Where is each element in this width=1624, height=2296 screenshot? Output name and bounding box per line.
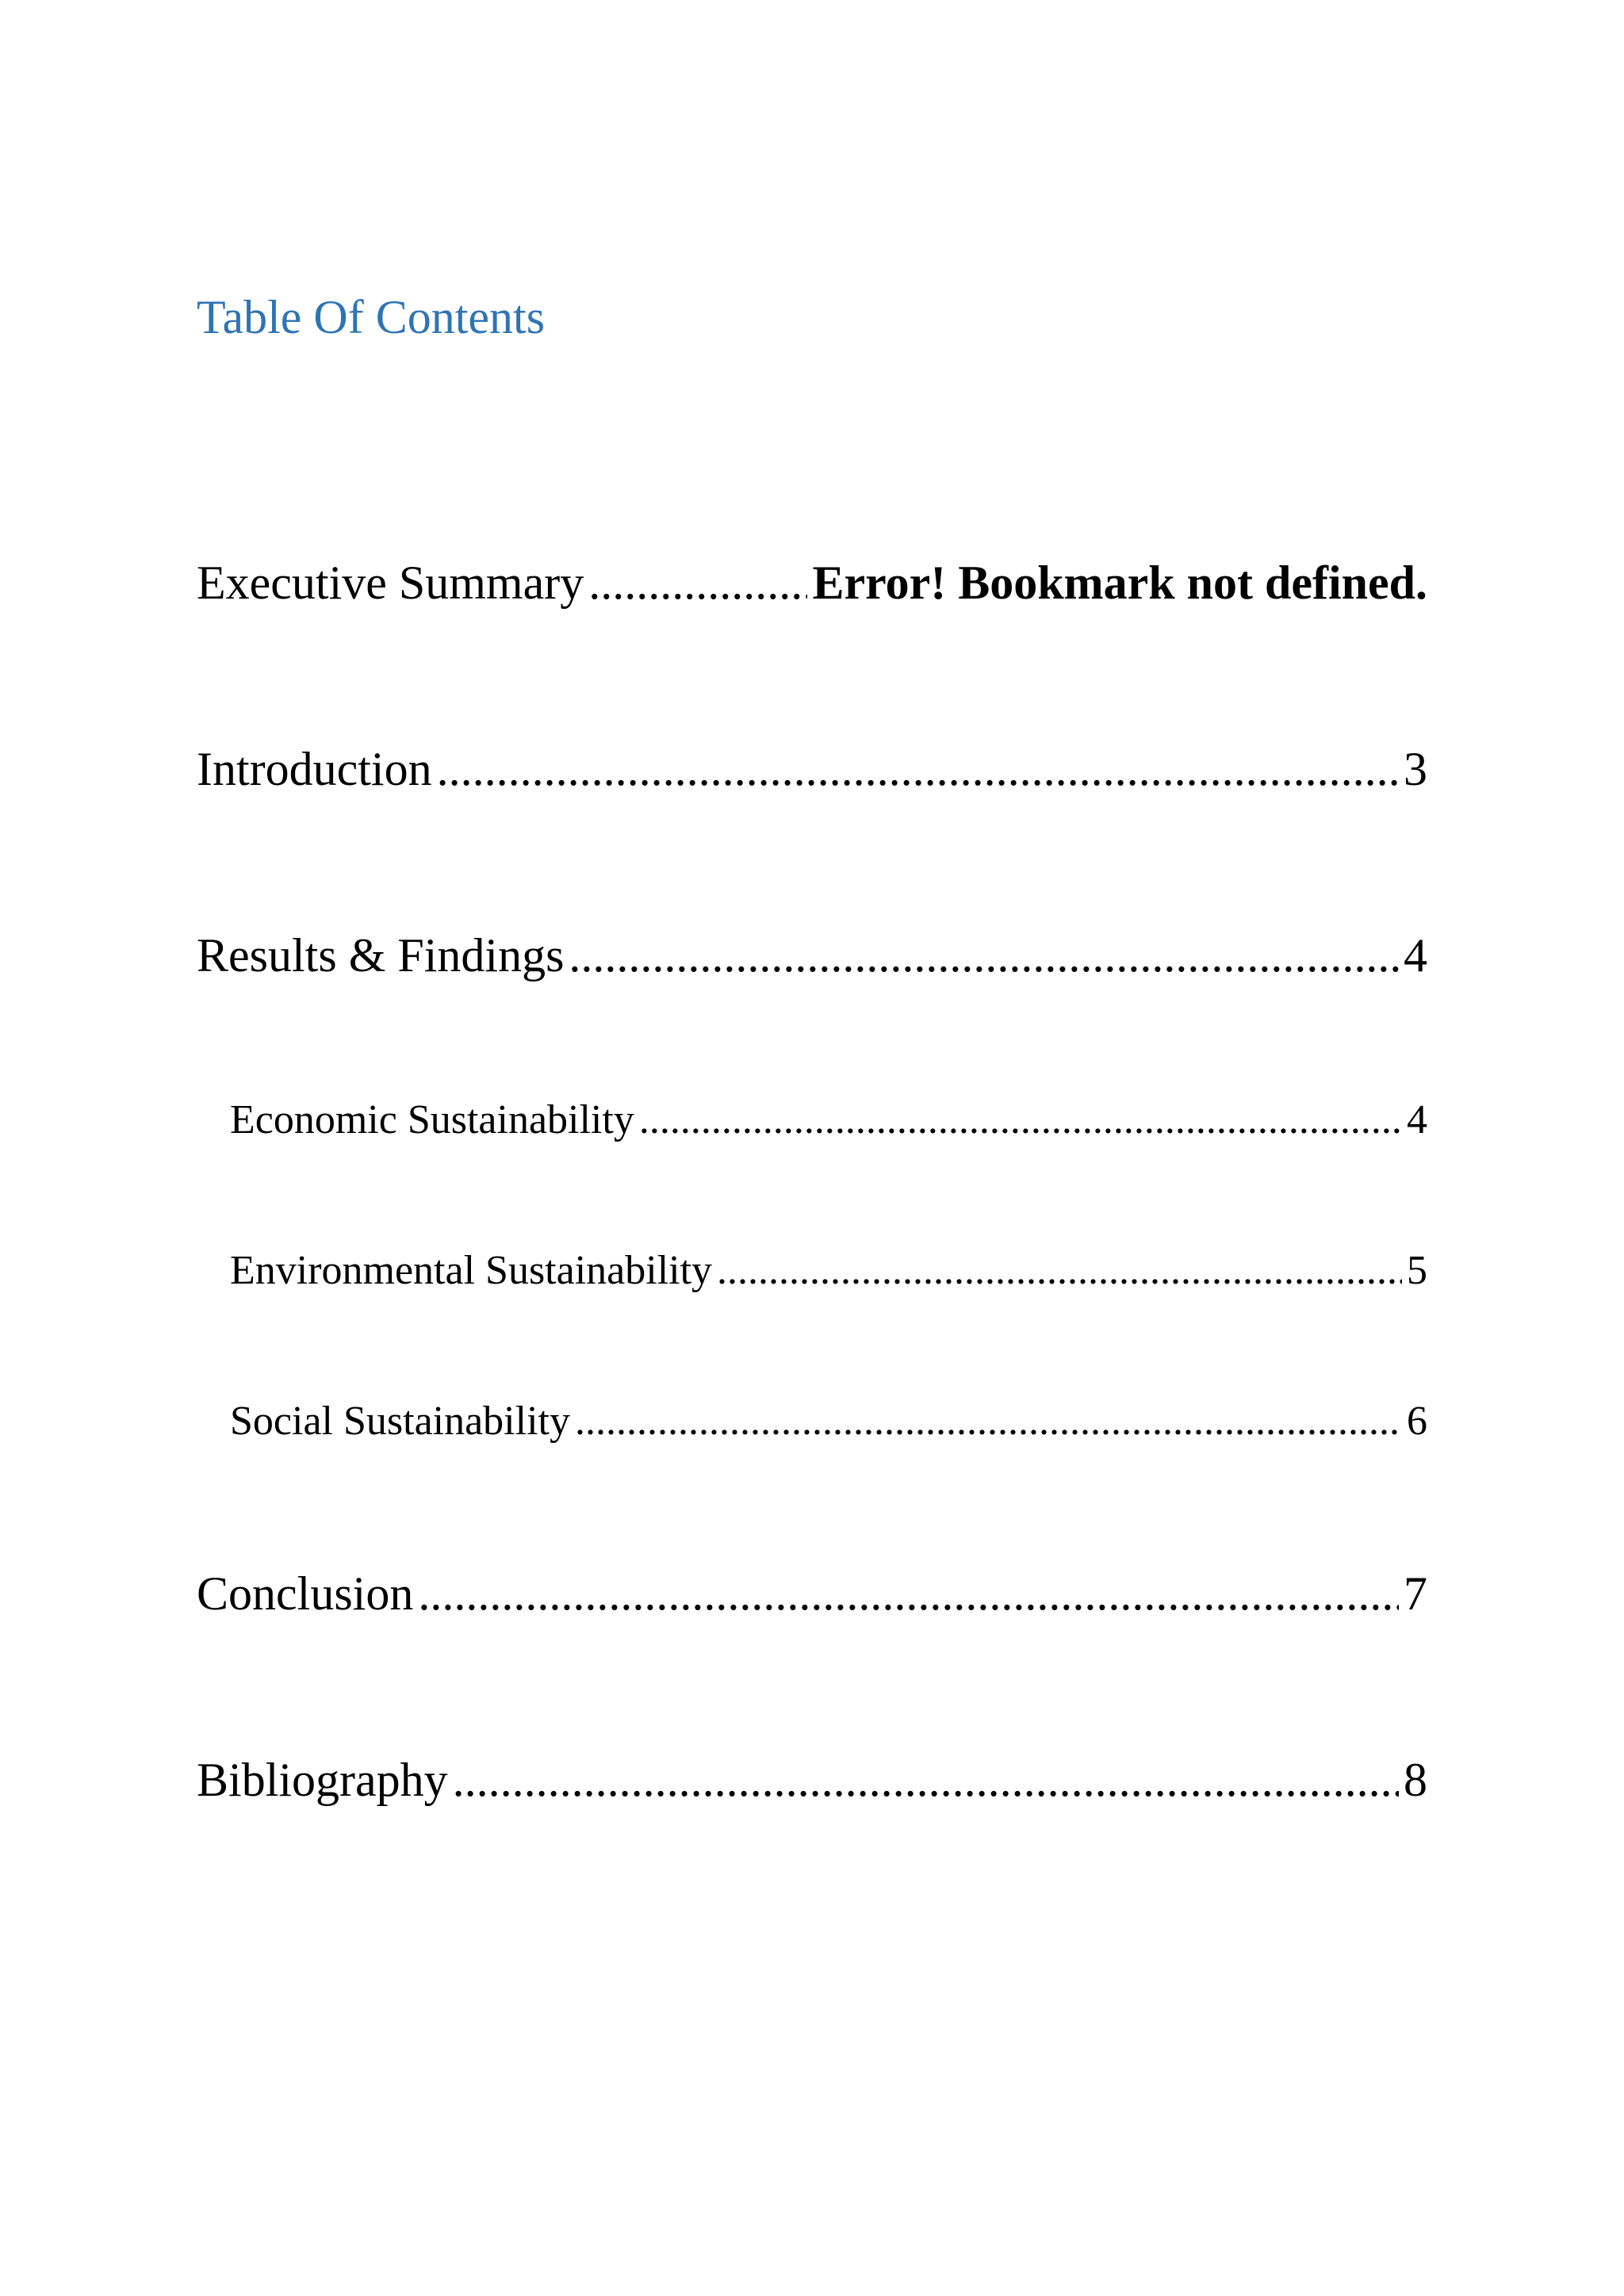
toc-list	[197, 0, 1427, 2296]
toc-entry-executive-summary[interactable]	[197, 551, 1427, 614]
toc-dot-leader	[575, 1394, 1402, 1449]
toc-title: Table Of Contents	[197, 291, 546, 343]
toc-dot-leader	[569, 924, 1399, 987]
toc-dot-leader	[639, 1093, 1402, 1148]
toc-entry-page-error: Error! Bookmark not defined.	[812, 557, 1427, 609]
toc-entry-results-findings[interactable]	[197, 924, 1427, 987]
toc-entry-label: Economic Sustainability	[230, 1097, 634, 1142]
toc-dot-leader	[588, 551, 807, 614]
toc-entry-economic-sustainability[interactable]	[230, 1093, 1427, 1148]
toc-entry-label: Social Sustainability	[230, 1399, 570, 1444]
toc-entry-label: Bibliography	[197, 1754, 448, 1806]
toc-entry-page: 8	[1404, 1754, 1427, 1806]
toc-entry-introduction[interactable]	[197, 737, 1427, 801]
toc-entry-page: 4	[1404, 929, 1427, 982]
toc-entry-label: Results & Findings	[197, 929, 565, 982]
toc-entry-page: 7	[1404, 1567, 1427, 1620]
toc-entry-bibliography[interactable]	[197, 1748, 1427, 1812]
toc-entry-label: Conclusion	[197, 1567, 414, 1620]
toc-dot-leader	[717, 1243, 1402, 1299]
toc-dot-leader	[437, 737, 1399, 801]
toc-dot-leader	[418, 1562, 1399, 1625]
toc-dot-leader	[453, 1748, 1399, 1812]
toc-entry-page: 4	[1407, 1097, 1427, 1142]
toc-entry-label: Introduction	[197, 743, 432, 795]
toc-entry-environmental-sustainability[interactable]	[230, 1243, 1427, 1299]
toc-entry-conclusion[interactable]	[197, 1562, 1427, 1625]
toc-entry-page: 5	[1407, 1248, 1427, 1293]
toc-entry-page: 3	[1404, 743, 1427, 795]
toc-entry-social-sustainability[interactable]	[230, 1394, 1427, 1449]
toc-entry-label: Environmental Sustainability	[230, 1248, 713, 1293]
toc-entry-label: Executive Summary	[197, 557, 584, 609]
toc-entry-page: 6	[1407, 1399, 1427, 1444]
